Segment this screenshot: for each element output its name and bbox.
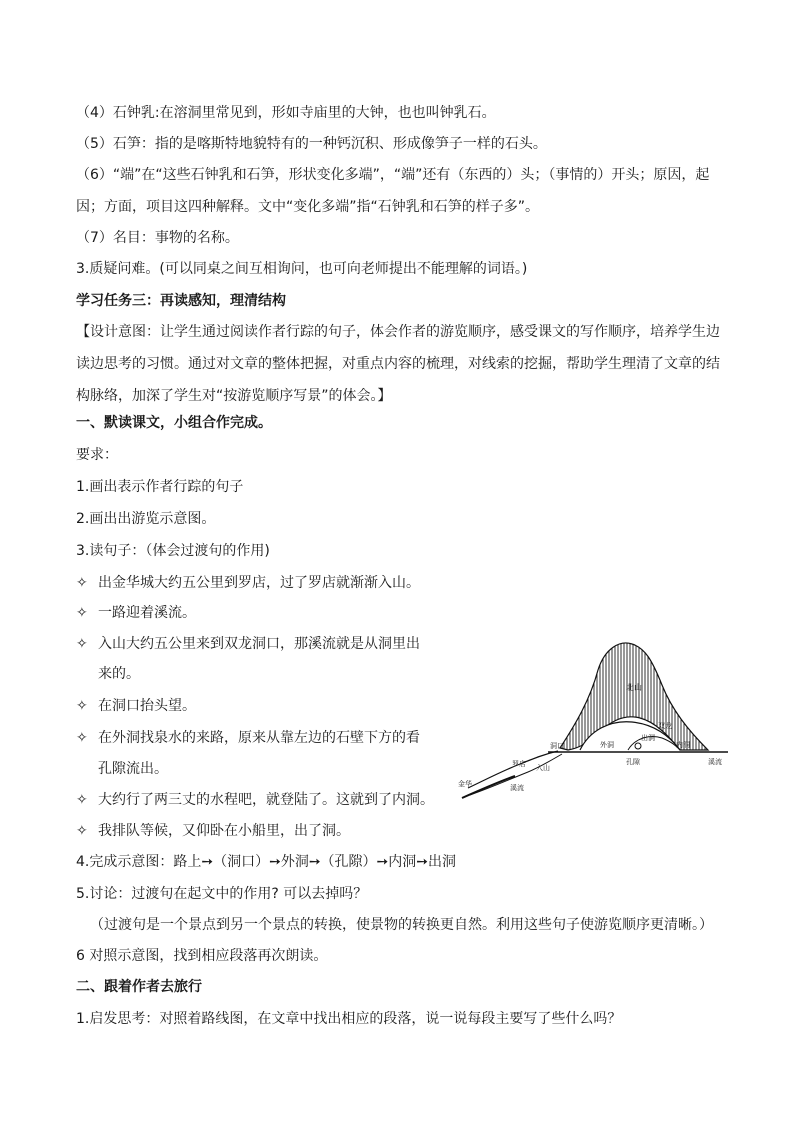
label-luodian: 罗店	[512, 760, 526, 768]
requirement-5: 5.讨论：过渡句在起文中的作用? 可以去掉吗？	[76, 886, 368, 902]
bullet-text: 在外洞找泉水的来路，原来从靠左边的石壁下方的看	[98, 730, 420, 746]
requirement-4: 4.完成示意图：路上➙（洞口）➙外洞➙（孔隙）➙内洞➙出洞	[76, 854, 457, 870]
tour-route-diagram	[440, 630, 730, 805]
part2-question-1: 1.启发思考：对照着路线图，在文章中找出相应的段落，说一说每段主要写了些什么吗？	[76, 1011, 622, 1027]
diamond-icon: ✧	[76, 792, 88, 808]
vocab-item-7: （7）名目：事物的名称。	[76, 230, 239, 246]
label-twin-dragon: 双龙	[658, 722, 672, 730]
bullet-text: 大约行了两三丈的水程吧，就登陆了。这就到了内洞。	[98, 792, 434, 808]
diamond-icon: ✧	[76, 636, 88, 652]
design-intent: 【设计意图：让学生通过阅读作者行踪的句子，体会作者的游览顺序，感受课文的写作顺序，培养学生边读边思考的习惯。通过对文章的整体把握，对重点内容的梳理，对线索的挖掘，帮助学生理清了文章的结构脉络，加深了学生对“按游览顺序写景”的体会。】	[76, 324, 720, 404]
bullet-continuation: 来的。	[98, 666, 140, 682]
requirement-1: 1.画出表示作者行踪的句子	[76, 479, 244, 495]
vocab-item-4: （4）石钟乳:在溶洞里常见到，形如寺庙里的大钟，也也叫钟乳石。	[76, 105, 496, 121]
requirement-2: 2.画出出游览示意图。	[76, 511, 216, 527]
bullet-item	[76, 603, 196, 623]
label-stream-right: 溪流	[708, 758, 722, 766]
requirement-6: 6 对照示意图，找到相应段落再次朗读。	[76, 948, 328, 964]
label-stream-left: 溪流	[510, 784, 524, 792]
bullet-text: 我排队等候，又仰卧在小船里，出了洞。	[98, 823, 350, 839]
vocab-item-6: （6）“端”在“这些石钟乳和石笋，形状变化多端”，“端”还有（东西的）头；（事情的）开头；原因，起因；方面，项目这四种解释。文中“变化多端”指“石钟乳和石笋的样子多”。	[76, 167, 710, 215]
bullet-item	[76, 696, 196, 716]
diamond-icon: ✧	[76, 730, 88, 746]
diamond-icon: ✧	[76, 823, 88, 839]
bullet-text: 出金华城大约五公里到罗店，过了罗店就渐渐入山。	[98, 575, 420, 591]
label-gap: 孔隙	[626, 758, 640, 766]
question-3: 3.质疑问难。(可以同桌之间互相询问，也可向老师提出不能理解的词语。)	[76, 261, 528, 277]
bullet-text: 在洞口抬头望。	[98, 698, 196, 714]
label-outer-cave: 外洞	[600, 741, 614, 749]
requirement-3: 3.读句子：（体会过渡句的作用)	[76, 543, 270, 559]
diamond-icon: ✧	[76, 605, 88, 621]
requirements-label: 要求：	[76, 447, 118, 463]
label-mouth: 洞口	[550, 742, 564, 750]
bullet-text: 一路迎着溪流。	[98, 605, 196, 621]
label-inner-cave: 内洞	[676, 741, 690, 749]
bullet-item	[76, 821, 350, 841]
bullet-item	[76, 634, 420, 654]
label-mountain: 北山	[626, 683, 642, 692]
bullet-item	[76, 728, 420, 748]
bullet-continuation: 孔隙流出。	[98, 761, 168, 777]
diamond-icon: ✧	[76, 698, 88, 714]
bullet-item	[76, 790, 434, 810]
bullet-text: 入山大约五公里来到双龙洞口，那溪流就是从洞里出	[98, 636, 420, 652]
answer-text: （过渡句是一个景点到另一个景点的转换，使景物的转换更自然。利用这些句子使游览顺序更清晰。）	[90, 917, 713, 933]
part2-heading: 二、跟着作者去旅行	[76, 979, 202, 995]
part1-heading: 一、默读课文，小组合作完成。	[76, 415, 272, 431]
label-jinhua: 金华	[458, 780, 472, 788]
vocab-item-5: （5）石笋：指的是喀斯特地貌特有的一种钙沉积、形成像笋子一样的石头。	[76, 136, 547, 152]
task3-title: 学习任务三：再读感知，理清结构	[76, 293, 286, 309]
diamond-icon: ✧	[76, 575, 88, 591]
label-enter-mountain: 入山	[536, 764, 550, 772]
label-exit: 出洞	[641, 734, 655, 742]
bullet-item	[76, 573, 420, 593]
